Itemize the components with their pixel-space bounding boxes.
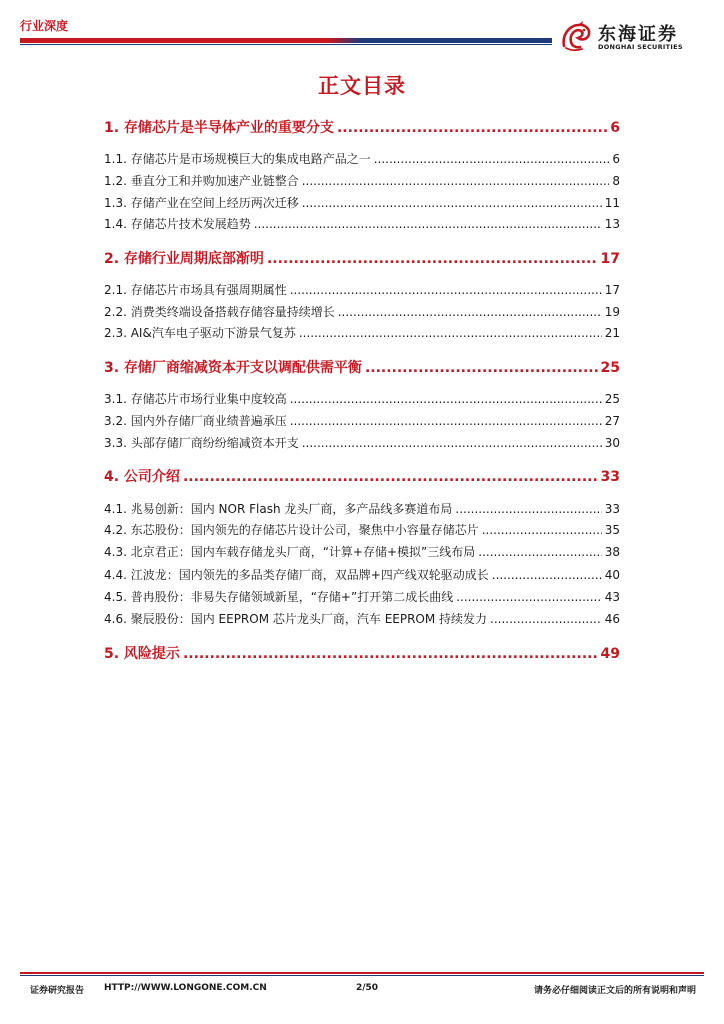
toc-page-number: 6	[612, 152, 620, 166]
toc-entry-title: 4.2. 东芯股份：国内领先的存储芯片设计公司，聚焦中小容量存储芯片	[104, 523, 479, 537]
toc-entry-title: 4.5. 普冉股份：非易失存储领域新星，“存储+”打开第二成长曲线	[104, 590, 454, 604]
toc-section-entry[interactable]	[104, 194, 620, 211]
toc-section-entry[interactable]	[104, 172, 620, 189]
toc-dot-leader	[482, 523, 602, 537]
toc-page-number: 17	[600, 251, 620, 267]
toc-dot-leader	[183, 469, 598, 485]
toc-page-number: 49	[600, 646, 620, 662]
toc-section-entry[interactable]	[104, 500, 620, 517]
toc-entry-title: 2.2. 消费类终端设备搭载存储容量持续增长	[104, 305, 335, 319]
footer-website-link[interactable]: HTTP://WWW.LONGONE.COM.CN	[104, 983, 267, 993]
toc-page-number: 21	[604, 326, 620, 340]
toc-chapter-entry[interactable]	[104, 357, 620, 377]
toc-section-entry[interactable]	[104, 543, 620, 560]
toc-dot-leader	[455, 502, 601, 516]
toc-dot-leader	[478, 545, 601, 559]
footer-disclaimer: 请务必仔细阅读正文后的所有说明和声明	[533, 986, 696, 996]
toc-dot-leader	[337, 120, 607, 136]
toc-dot-leader	[302, 436, 602, 450]
toc-entry-title: 1.1. 存储芯片是市场规模巨大的集成电路产品之一	[104, 152, 371, 166]
toc-page-number: 13	[604, 217, 620, 231]
toc-entry-title: 4.1. 兆易创新：国内 NOR Flash 龙头厂商，多产品线多赛道布局	[104, 502, 453, 516]
toc-dot-leader	[267, 251, 598, 267]
toc-dot-leader	[302, 174, 610, 188]
dragon-emblem-icon	[558, 20, 594, 52]
toc-entry-title: 3.3. 头部存储厂商纷纷缩减资本开支	[104, 436, 299, 450]
toc-dot-leader	[338, 305, 602, 319]
toc-dot-leader	[254, 217, 602, 231]
toc-page-number: 11	[604, 196, 620, 210]
footer-divider-thin	[20, 975, 704, 976]
toc-entry-title: 2. 存储行业周期底部渐明	[104, 251, 264, 267]
toc-chapter-entry[interactable]	[104, 117, 620, 137]
toc-section-entry[interactable]	[104, 610, 620, 627]
toc-entry-title: 4.6. 聚辰股份：国内 EEPROM 芯片龙头厂商，汽车 EEPROM 持续发力	[104, 612, 488, 626]
toc-page-number: 46	[604, 612, 620, 626]
page-title: 正文目录	[318, 74, 406, 98]
toc-page-number: 35	[604, 523, 620, 537]
toc-section-entry[interactable]	[104, 412, 620, 429]
toc-dot-leader	[290, 414, 602, 428]
toc-dot-leader	[492, 568, 602, 582]
toc-entry-title: 1. 存储芯片是半导体产业的重要分支	[104, 120, 334, 136]
toc-page-number: 38	[604, 545, 620, 559]
toc-page-number: 8	[612, 174, 620, 188]
toc-dot-leader	[299, 326, 602, 340]
toc-entry-title: 2.1. 存储芯片市场具有强周期属性	[104, 283, 287, 297]
toc-page-number: 33	[604, 502, 620, 516]
toc-entry-title: 4. 公司介绍	[104, 469, 180, 485]
company-logo	[558, 20, 708, 52]
toc-section-entry[interactable]	[104, 150, 620, 167]
toc-chapter-entry[interactable]	[104, 643, 620, 663]
toc-section-entry[interactable]	[104, 588, 620, 605]
toc-entry-title: 4.4. 江波龙：国内领先的多品类存储厂商，双品牌+四产线双轮驱动成长	[104, 568, 489, 582]
toc-section-entry[interactable]	[104, 390, 620, 407]
report-type-tag: 行业深度	[20, 19, 69, 33]
logo-english-name: DONGHAI SECURITIES	[598, 43, 683, 51]
footer-divider	[20, 972, 704, 974]
toc-dot-leader	[290, 283, 602, 297]
toc-page-number: 6	[610, 120, 620, 136]
toc-entry-title: 1.3. 存储产业在空间上经历两次迁移	[104, 196, 299, 210]
toc-section-entry[interactable]	[104, 281, 620, 298]
toc-section-entry[interactable]	[104, 521, 620, 538]
toc-section-entry[interactable]	[104, 324, 620, 341]
header-divider-thin	[20, 44, 552, 45]
toc-entry-title: 1.2. 垂直分工和并购加速产业链整合	[104, 174, 299, 188]
toc-dot-leader	[302, 196, 602, 210]
logo-chinese-name: 东海证券	[598, 24, 678, 45]
toc-section-entry[interactable]	[104, 215, 620, 232]
toc-dot-leader	[365, 360, 598, 376]
header-divider	[20, 38, 552, 43]
toc-page-number: 19	[604, 305, 620, 319]
toc-section-entry[interactable]	[104, 566, 620, 583]
toc-page-number: 27	[604, 414, 620, 428]
toc-section-entry[interactable]	[104, 434, 620, 451]
toc-entry-title: 3.1. 存储芯片市场行业集中度较高	[104, 392, 287, 406]
toc-entry-title: 5. 风险提示	[104, 646, 180, 662]
toc-chapter-entry[interactable]	[104, 248, 620, 268]
toc-dot-leader	[183, 646, 598, 662]
toc-dot-leader	[456, 590, 602, 604]
toc-page-number: 25	[600, 360, 620, 376]
toc-dot-leader	[374, 152, 610, 166]
toc-page-number: 17	[604, 283, 620, 297]
toc-entry-title: 1.4. 存储芯片技术发展趋势	[104, 217, 251, 231]
toc-entry-title: 3. 存储厂商缩减资本开支以调配供需平衡	[104, 360, 362, 376]
toc-page-number: 30	[604, 436, 620, 450]
footer-page-number: 2/50	[356, 983, 379, 993]
toc-section-entry[interactable]	[104, 303, 620, 320]
toc-page-number: 40	[604, 568, 620, 582]
toc-entry-title: 4.3. 北京君正：国内车载存储龙头厂商，“计算+存储+模拟”三线布局	[104, 545, 476, 559]
footer-report-label: 证券研究报告	[30, 986, 85, 996]
toc-dot-leader	[290, 392, 602, 406]
toc-page-number: 25	[604, 392, 620, 406]
toc-dot-leader	[490, 612, 602, 626]
toc-entry-title: 2.3. AI&汽车电子驱动下游景气复苏	[104, 326, 296, 340]
toc-chapter-entry[interactable]	[104, 466, 620, 486]
toc-entry-title: 3.2. 国内外存储厂商业绩普遍承压	[104, 414, 287, 428]
toc-page-number: 43	[604, 590, 620, 604]
toc-page-number: 33	[600, 469, 620, 485]
